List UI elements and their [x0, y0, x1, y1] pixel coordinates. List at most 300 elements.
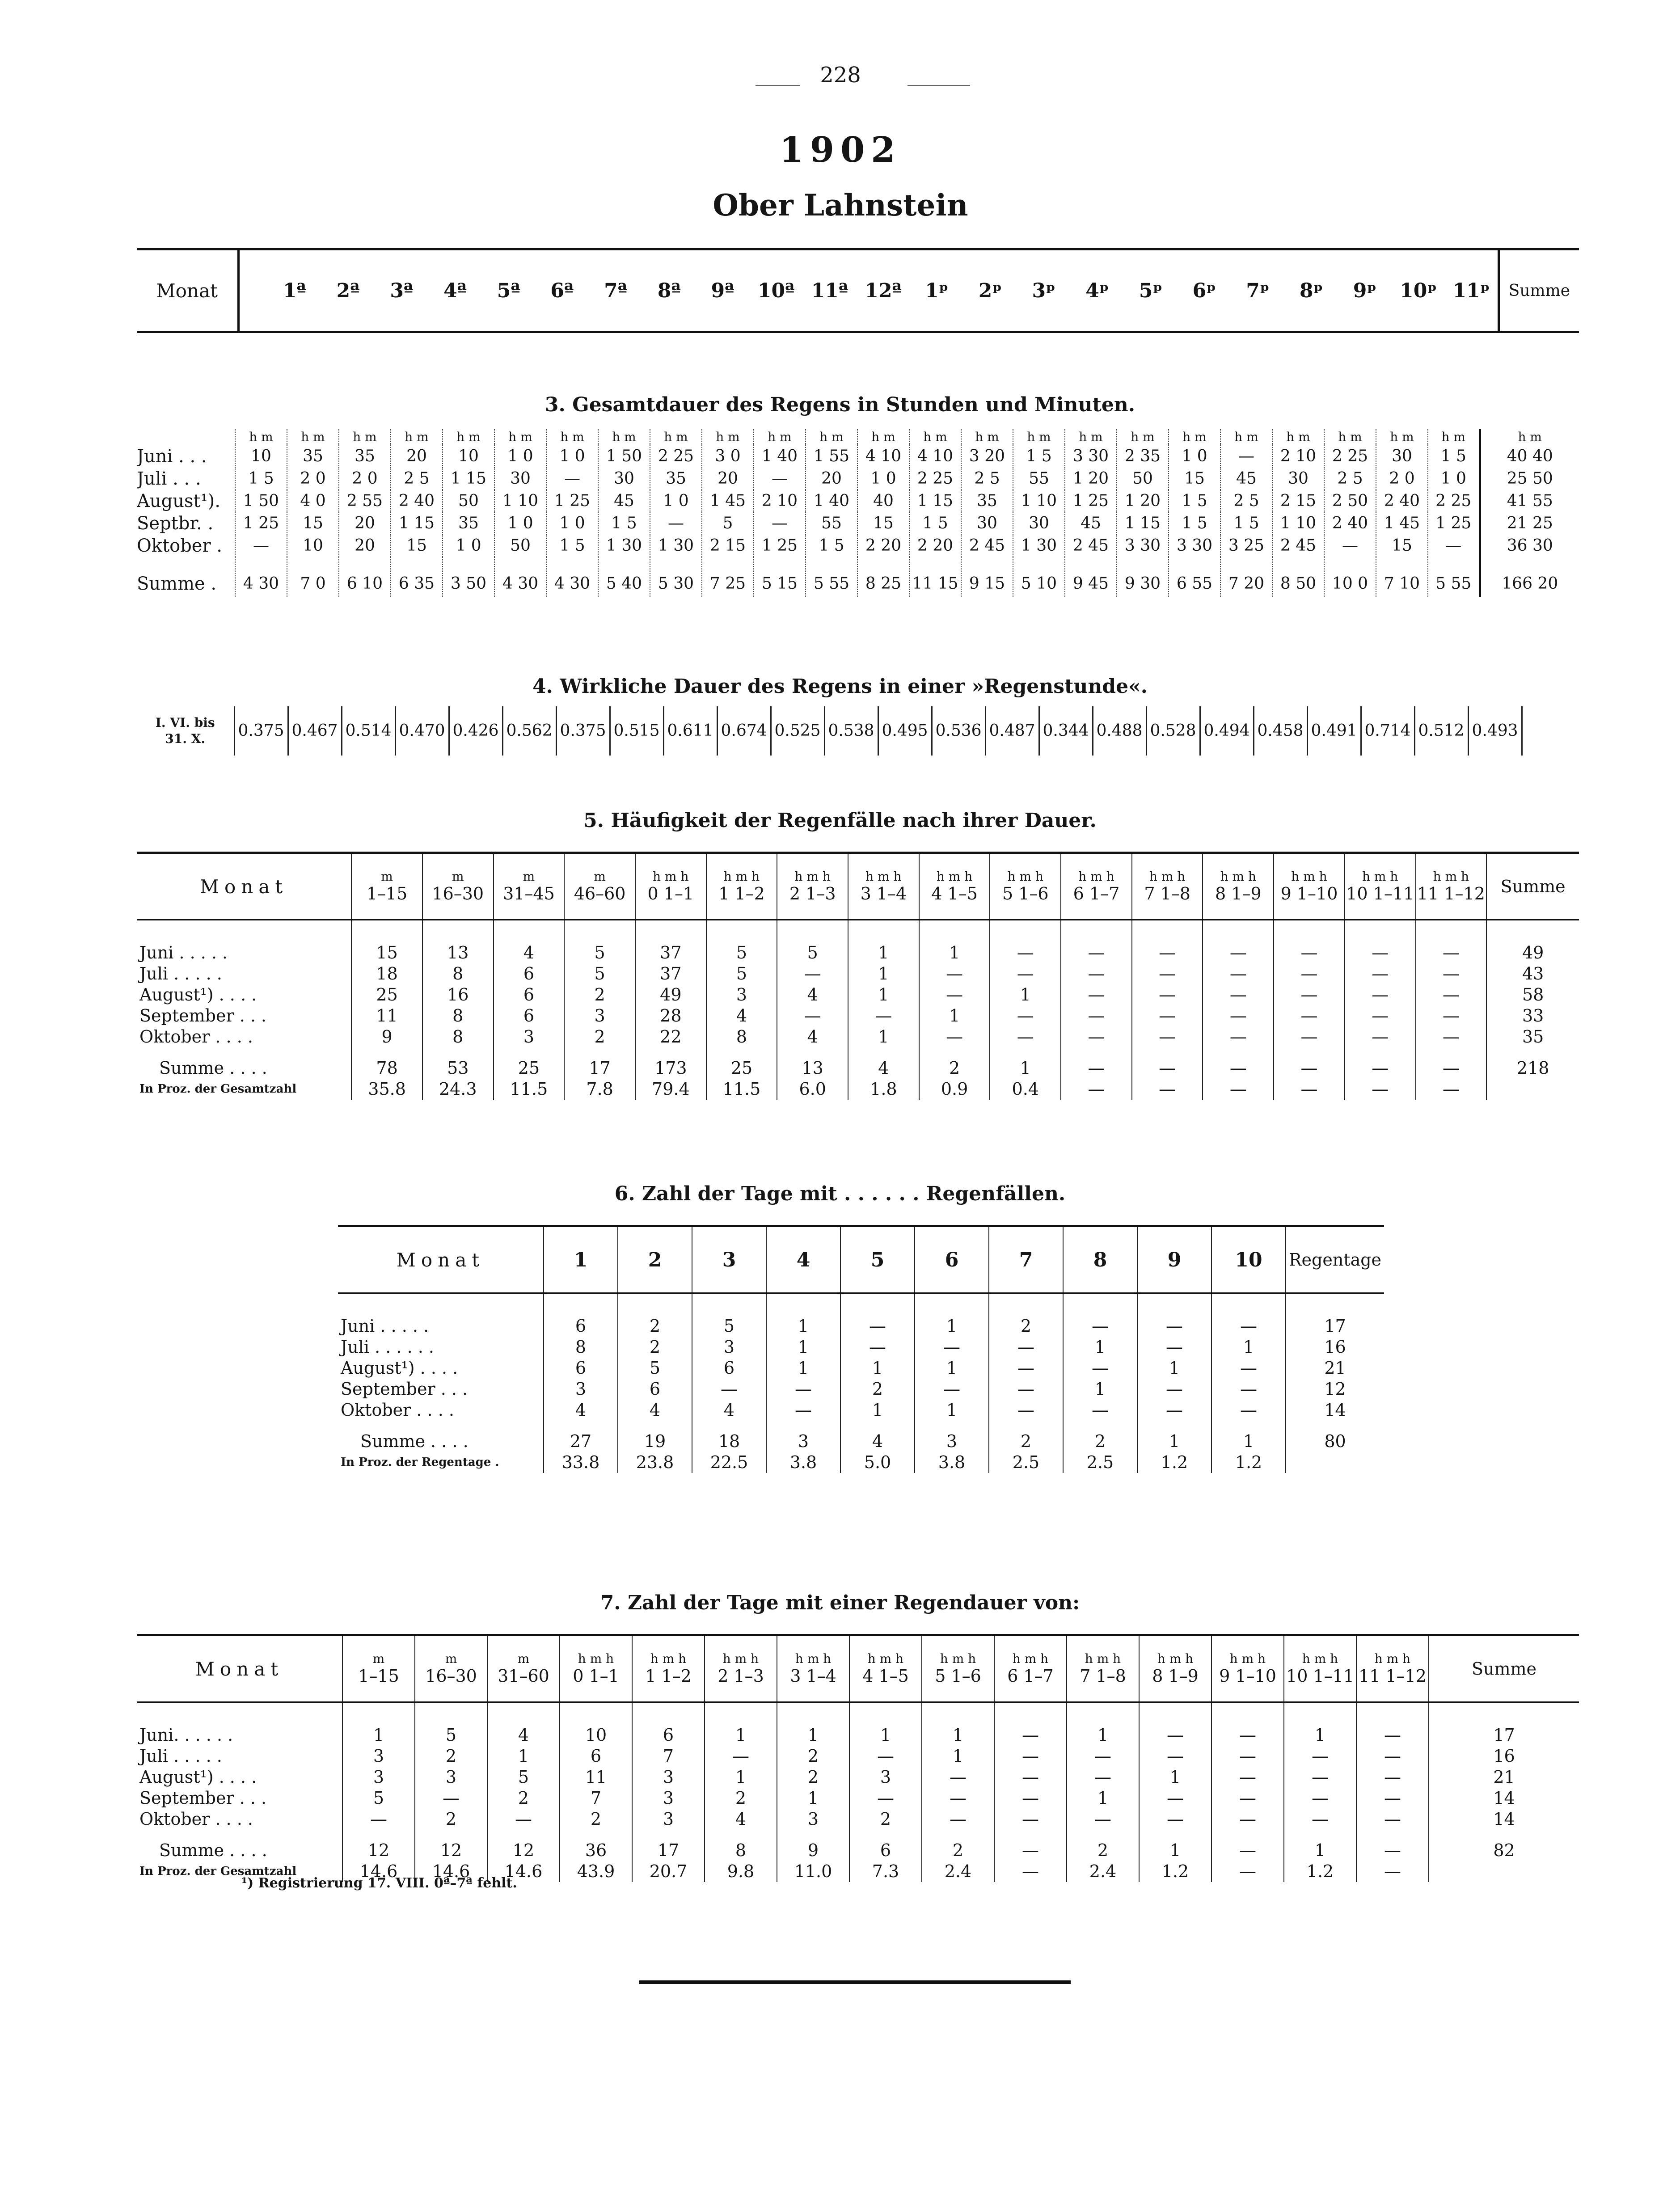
data-cell: 1 5: [1428, 445, 1480, 468]
spacer-cell: [1211, 1293, 1286, 1316]
spacer-cell: [415, 1702, 487, 1725]
column-header: [1132, 853, 1203, 920]
data-cell: 1 0: [494, 445, 546, 468]
spacer-cell: [422, 920, 494, 942]
data-cell: 5: [706, 963, 777, 984]
data-cell: 6: [618, 1379, 692, 1400]
data-cell: 1: [1067, 1788, 1139, 1809]
spacer-cell: [989, 1293, 1063, 1316]
spacer-cell: [342, 1702, 415, 1725]
data-cell: —: [1428, 535, 1480, 557]
data-cell: —: [915, 1379, 989, 1400]
data-cell: 12: [342, 1830, 415, 1861]
data-cell: —: [1203, 984, 1274, 1005]
data-cell: 1: [777, 1725, 849, 1746]
range-label: 1 1–2: [718, 884, 765, 903]
data-cell: 45: [1220, 468, 1272, 490]
unit-cell: h m: [339, 429, 391, 445]
summe-cell: 4 30: [494, 557, 546, 597]
data-cell: 6: [632, 1725, 705, 1746]
ratio-cell: 0.494: [1200, 706, 1254, 756]
data-cell: —: [1274, 1026, 1345, 1047]
unit-cell: h m: [1480, 429, 1579, 445]
unit-label: h m h: [936, 869, 973, 884]
data-cell: 1: [848, 963, 919, 984]
section3-title: 3. Gesamtdauer des Regens in Stunden und Minuten.: [545, 393, 1135, 416]
data-cell: 2 5: [1324, 468, 1376, 490]
data-cell: —: [989, 1358, 1063, 1379]
data-cell: —: [994, 1861, 1067, 1882]
data-cell: —: [487, 1809, 560, 1830]
unit-cell: h m: [1376, 429, 1428, 445]
data-cell: —: [1416, 942, 1487, 963]
unit-label: m: [523, 869, 535, 884]
spacer-row: [137, 1702, 1579, 1725]
data-cell: 40: [857, 490, 909, 512]
range-label: 1–15: [366, 884, 408, 903]
data-cell: 1 0: [1428, 468, 1480, 490]
data-cell: 4 10: [857, 445, 909, 468]
column-header: [494, 853, 565, 920]
data-cell: 15: [1169, 468, 1220, 490]
table-row: [137, 1005, 1579, 1026]
data-cell: 1: [919, 1005, 990, 1026]
data-cell: 3 30: [1169, 535, 1220, 557]
data-cell: 18: [351, 963, 422, 984]
data-cell: —: [1203, 1047, 1274, 1079]
data-cell: —: [1061, 1079, 1132, 1100]
spacer-cell: [635, 920, 706, 942]
data-cell: 2: [989, 1316, 1063, 1337]
data-cell: —: [989, 1337, 1063, 1358]
spacer-cell: [1063, 1293, 1137, 1316]
period-end: 31. X.: [165, 731, 206, 746]
data-cell: —: [777, 963, 848, 984]
data-cell: —: [1345, 942, 1416, 963]
data-cell: —: [1284, 1788, 1356, 1809]
data-cell: 35: [650, 468, 702, 490]
data-cell: 11: [560, 1767, 632, 1788]
data-cell: —: [1139, 1746, 1211, 1767]
data-cell: 9.8: [705, 1861, 777, 1882]
data-cell: —: [235, 535, 287, 557]
column-header: [990, 853, 1061, 920]
data-cell: 3: [777, 1809, 849, 1830]
data-cell: 25: [706, 1047, 777, 1079]
data-cell: —: [922, 1788, 994, 1809]
data-cell: —: [919, 1026, 990, 1047]
data-cell: 1 5: [598, 512, 650, 535]
data-cell: —: [1416, 1005, 1487, 1026]
data-cell: —: [1284, 1767, 1356, 1788]
data-cell: 1 5: [1013, 445, 1065, 468]
unit-label: m: [381, 869, 393, 884]
range-label: 6 1–7: [1073, 884, 1120, 903]
column-header: [342, 1635, 415, 1702]
data-cell: 3: [632, 1767, 705, 1788]
unit-cell: h m: [650, 429, 702, 445]
table-row: [137, 1079, 1579, 1100]
section4-row: [137, 706, 1522, 756]
spacer-cell: [351, 920, 422, 942]
table-row: [338, 1316, 1384, 1337]
data-cell: 1: [705, 1725, 777, 1746]
data-cell: 2 40: [1376, 490, 1428, 512]
hour-col-17: 5ᵖ: [1139, 279, 1163, 302]
row-sum: 33: [1486, 1005, 1579, 1026]
data-cell: 4 0: [287, 490, 339, 512]
data-cell: —: [922, 1809, 994, 1830]
data-cell: —: [1416, 963, 1487, 984]
data-cell: 25: [351, 984, 422, 1005]
unit-cell: h m: [1065, 429, 1117, 445]
data-cell: 5: [702, 512, 754, 535]
data-cell: 3: [342, 1767, 415, 1788]
section3-table: [137, 429, 1579, 597]
data-cell: —: [1345, 963, 1416, 984]
data-cell: 1 5: [546, 535, 598, 557]
data-cell: —: [1132, 1079, 1203, 1100]
data-cell: —: [1211, 1767, 1284, 1788]
column-header: [1345, 853, 1416, 920]
unit-cell: h m: [857, 429, 909, 445]
data-cell: 20.7: [632, 1861, 705, 1882]
summe-cell: 10 0: [1324, 557, 1376, 597]
data-cell: 2.4: [1067, 1861, 1139, 1882]
row-label: Oktober . . . .: [341, 1400, 454, 1420]
data-cell: —: [1416, 984, 1487, 1005]
table-row: [137, 490, 1579, 512]
column-header: [1416, 853, 1487, 920]
spacer-cell: [544, 1293, 618, 1316]
data-cell: 1 5: [909, 512, 961, 535]
data-cell: 1: [1063, 1337, 1137, 1358]
data-cell: 3: [692, 1337, 766, 1358]
ratio-cell: 0.426: [449, 706, 502, 756]
range-label: 8 1–9: [1215, 884, 1262, 903]
data-cell: —: [1203, 1026, 1274, 1047]
data-cell: —: [994, 1830, 1067, 1861]
data-cell: —: [1211, 1809, 1284, 1830]
data-cell: 3 25: [1220, 535, 1272, 557]
data-cell: 15: [857, 512, 909, 535]
data-cell: 4: [777, 1026, 848, 1047]
bottom-rule: [639, 1980, 1071, 1984]
hour-header-row: [137, 249, 1579, 332]
data-cell: 2.5: [1063, 1452, 1137, 1473]
data-cell: 1 10: [1013, 490, 1065, 512]
data-cell: —: [1274, 1005, 1345, 1026]
table-row: [137, 1026, 1579, 1047]
summe-cell: 7 10: [1376, 557, 1428, 597]
unit-label: h m h: [1078, 869, 1114, 884]
spacer-cell: [919, 920, 990, 942]
data-cell: 30: [1376, 445, 1428, 468]
range-label: 9 1–10: [1280, 884, 1338, 903]
data-cell: 45: [1065, 512, 1117, 535]
hour-col-2: 2ª: [336, 279, 360, 302]
table-row: [338, 1400, 1384, 1421]
column-header: [1061, 853, 1132, 920]
data-cell: 37: [635, 963, 706, 984]
hour-col-15: 3ᵖ: [1032, 279, 1056, 302]
data-cell: 4: [494, 942, 565, 963]
data-cell: 19: [618, 1421, 692, 1452]
data-cell: 2: [564, 1026, 635, 1047]
ratio-cell: 0.344: [1039, 706, 1093, 756]
data-cell: —: [754, 468, 806, 490]
data-cell: 1: [1067, 1725, 1139, 1746]
data-cell: 2 25: [650, 445, 702, 468]
data-cell: 13: [777, 1047, 848, 1079]
data-cell: 2 5: [961, 468, 1013, 490]
data-cell: 3: [632, 1809, 705, 1830]
data-cell: —: [1416, 1079, 1487, 1100]
data-cell: 2: [989, 1421, 1063, 1452]
column-header: [564, 853, 635, 920]
spacer-cell: [922, 1702, 994, 1725]
data-cell: 5: [342, 1788, 415, 1809]
row-label: September . . .: [139, 1005, 267, 1026]
unit-cell: h m: [1272, 429, 1324, 445]
table-row: [137, 1767, 1579, 1788]
data-cell: 1 0: [1169, 445, 1220, 468]
table-row: [338, 1379, 1384, 1400]
column-header: 9: [1137, 1226, 1211, 1293]
unit-cell: h m: [702, 429, 754, 445]
spacer-cell: [766, 1293, 840, 1316]
data-cell: 4: [692, 1400, 766, 1421]
unit-label: h m h: [578, 1651, 614, 1666]
hour-col-4: 4ª: [443, 279, 467, 302]
data-cell: 15: [391, 535, 443, 557]
column-header: [487, 1635, 560, 1702]
unit-cell: h m: [494, 429, 546, 445]
data-cell: 2: [777, 1746, 849, 1767]
data-cell: —: [1139, 1788, 1211, 1809]
range-label: 0 1–1: [647, 884, 694, 903]
data-cell: —: [766, 1400, 840, 1421]
row-sum: 14: [1286, 1400, 1384, 1421]
data-cell: 2: [777, 1767, 849, 1788]
data-cell: 2 15: [1272, 490, 1324, 512]
unit-row: [137, 429, 1579, 445]
data-cell: —: [1356, 1746, 1429, 1767]
data-cell: 3: [766, 1421, 840, 1452]
ratio-cell: 0.375: [556, 706, 610, 756]
unit-label: h m h: [794, 869, 831, 884]
column-header: [705, 1635, 777, 1702]
data-cell: 2: [1067, 1830, 1139, 1861]
data-cell: 1: [915, 1316, 989, 1337]
spacer-cell: [1274, 920, 1345, 942]
spacer-cell: [1061, 920, 1132, 942]
column-header: [777, 1635, 849, 1702]
column-header: [1284, 1635, 1356, 1702]
spacer-cell: [990, 920, 1061, 942]
data-cell: 8: [544, 1337, 618, 1358]
row-label: Juni . . . . .: [139, 942, 228, 962]
unit-cell: h m: [754, 429, 806, 445]
header-row: [338, 1226, 1384, 1293]
data-cell: 1 15: [391, 512, 443, 535]
ratio-cell: 0.611: [663, 706, 717, 756]
data-cell: —: [1132, 963, 1203, 984]
spacer-cell: [915, 1293, 989, 1316]
data-cell: —: [848, 1005, 919, 1026]
table-row: [137, 445, 1579, 468]
range-label: 9 1–10: [1219, 1666, 1276, 1686]
ratio-cell: 0.488: [1093, 706, 1146, 756]
data-cell: 14.6: [342, 1861, 415, 1882]
footnote: ¹) Registrierung 17. VIII. 0ª–7ª fehlt.: [241, 1875, 517, 1891]
unit-label: h m h: [1291, 869, 1327, 884]
table-row: [137, 1047, 1579, 1079]
unit-cell: h m: [546, 429, 598, 445]
data-cell: 2: [919, 1047, 990, 1079]
data-cell: 11: [351, 1005, 422, 1026]
ratio-cell: 0.674: [717, 706, 771, 756]
data-cell: 79.4: [635, 1079, 706, 1100]
range-label: 31–45: [503, 884, 555, 903]
hour-col-18: 6ᵖ: [1192, 279, 1216, 302]
hour-col-16: 4ᵖ: [1085, 279, 1109, 302]
data-cell: —: [1324, 535, 1376, 557]
column-header: [1356, 1635, 1429, 1702]
data-cell: 6: [494, 963, 565, 984]
data-cell: 1 20: [1065, 468, 1117, 490]
spacer-cell: [1067, 1702, 1139, 1725]
data-cell: 30: [1013, 512, 1065, 535]
data-cell: 2 20: [857, 535, 909, 557]
data-cell: —: [1416, 1047, 1487, 1079]
data-cell: —: [1274, 963, 1345, 984]
row-sum: 16: [1429, 1746, 1579, 1767]
data-cell: —: [849, 1788, 922, 1809]
data-cell: —: [1211, 1861, 1284, 1882]
spacer-cell: [777, 920, 848, 942]
ratio-cell: 0.493: [1468, 706, 1522, 756]
data-cell: —: [1139, 1809, 1211, 1830]
data-cell: 2: [618, 1316, 692, 1337]
data-cell: —: [849, 1746, 922, 1767]
summe-cell: 6 55: [1169, 557, 1220, 597]
data-cell: 1: [342, 1725, 415, 1746]
data-cell: 4: [618, 1400, 692, 1421]
data-cell: 4 10: [909, 445, 961, 468]
data-cell: 50: [494, 535, 546, 557]
monat-header: Monat: [156, 279, 218, 302]
data-cell: 30: [494, 468, 546, 490]
spacer-cell: [338, 1293, 544, 1316]
data-cell: 6: [494, 984, 565, 1005]
hour-col-6: 6ª: [550, 279, 574, 302]
unit-cell: h m: [1220, 429, 1272, 445]
data-cell: 1: [1211, 1337, 1286, 1358]
summe-cell: 5 40: [598, 557, 650, 597]
row-label: Summe . . . .: [159, 1840, 267, 1860]
data-cell: 5: [692, 1316, 766, 1337]
data-cell: 4: [777, 984, 848, 1005]
summe-cell: 4 30: [546, 557, 598, 597]
unit-spacer: [137, 429, 235, 445]
row-label: Juli . . .: [137, 469, 201, 489]
data-cell: 3: [564, 1005, 635, 1026]
spacer-cell: [560, 1702, 632, 1725]
data-cell: 4: [706, 1005, 777, 1026]
data-cell: —: [922, 1767, 994, 1788]
monat-header: Monat: [396, 1249, 485, 1271]
row-label: Juni . . .: [137, 446, 207, 467]
data-cell: —: [1220, 445, 1272, 468]
data-cell: 30: [1272, 468, 1324, 490]
column-header: [777, 853, 848, 920]
table-row: [137, 535, 1579, 557]
hour-col-1: 1ª: [283, 279, 306, 302]
row-sum: 21 25: [1480, 512, 1579, 535]
data-cell: 33.8: [544, 1452, 618, 1473]
row-label: Summe . . . .: [159, 1058, 267, 1078]
data-cell: 1: [919, 942, 990, 963]
data-cell: 5: [564, 963, 635, 984]
data-cell: —: [1132, 942, 1203, 963]
data-cell: 1 55: [806, 445, 857, 468]
data-cell: —: [1132, 1047, 1203, 1079]
data-cell: —: [1345, 1047, 1416, 1079]
data-cell: 14.6: [487, 1861, 560, 1882]
data-cell: 5.0: [840, 1452, 915, 1473]
unit-label: m: [452, 869, 464, 884]
row-label: Juli . . . . .: [139, 1746, 222, 1766]
data-cell: —: [990, 1005, 1061, 1026]
data-cell: 1: [1137, 1358, 1211, 1379]
data-cell: 2 25: [1324, 445, 1376, 468]
data-cell: 3: [849, 1767, 922, 1788]
data-cell: 2 40: [1324, 512, 1376, 535]
range-label: 10 1–11: [1346, 884, 1414, 903]
data-cell: 10: [235, 445, 287, 468]
table-row: [137, 942, 1579, 963]
data-cell: —: [1356, 1830, 1429, 1861]
unit-cell: h m: [1428, 429, 1480, 445]
data-cell: —: [990, 1026, 1061, 1047]
range-label: 11 1–12: [1359, 1666, 1427, 1686]
spacer-cell: [705, 1702, 777, 1725]
data-cell: 11.5: [494, 1079, 565, 1100]
row-label: August¹) . . . .: [139, 984, 257, 1005]
data-cell: 1 0: [443, 535, 494, 557]
data-cell: 20: [339, 535, 391, 557]
data-cell: 27: [544, 1421, 618, 1452]
data-cell: —: [1211, 1316, 1286, 1337]
ratio-cell: 0.562: [502, 706, 556, 756]
data-cell: 35: [961, 490, 1013, 512]
data-cell: 11.0: [777, 1861, 849, 1882]
data-cell: 1 30: [598, 535, 650, 557]
data-cell: 1 50: [235, 490, 287, 512]
unit-label: h m h: [1433, 869, 1469, 884]
station-name: Ober Lahnstein: [713, 188, 968, 223]
data-cell: —: [342, 1809, 415, 1830]
data-cell: 2 25: [1428, 490, 1480, 512]
data-cell: 1 20: [1117, 490, 1169, 512]
ratio-cell: 0.525: [771, 706, 824, 756]
data-cell: —: [1345, 1026, 1416, 1047]
unit-label: h m h: [1229, 1651, 1266, 1666]
data-cell: 17: [564, 1047, 635, 1079]
data-cell: 1: [705, 1767, 777, 1788]
range-label: 16–30: [432, 884, 484, 903]
